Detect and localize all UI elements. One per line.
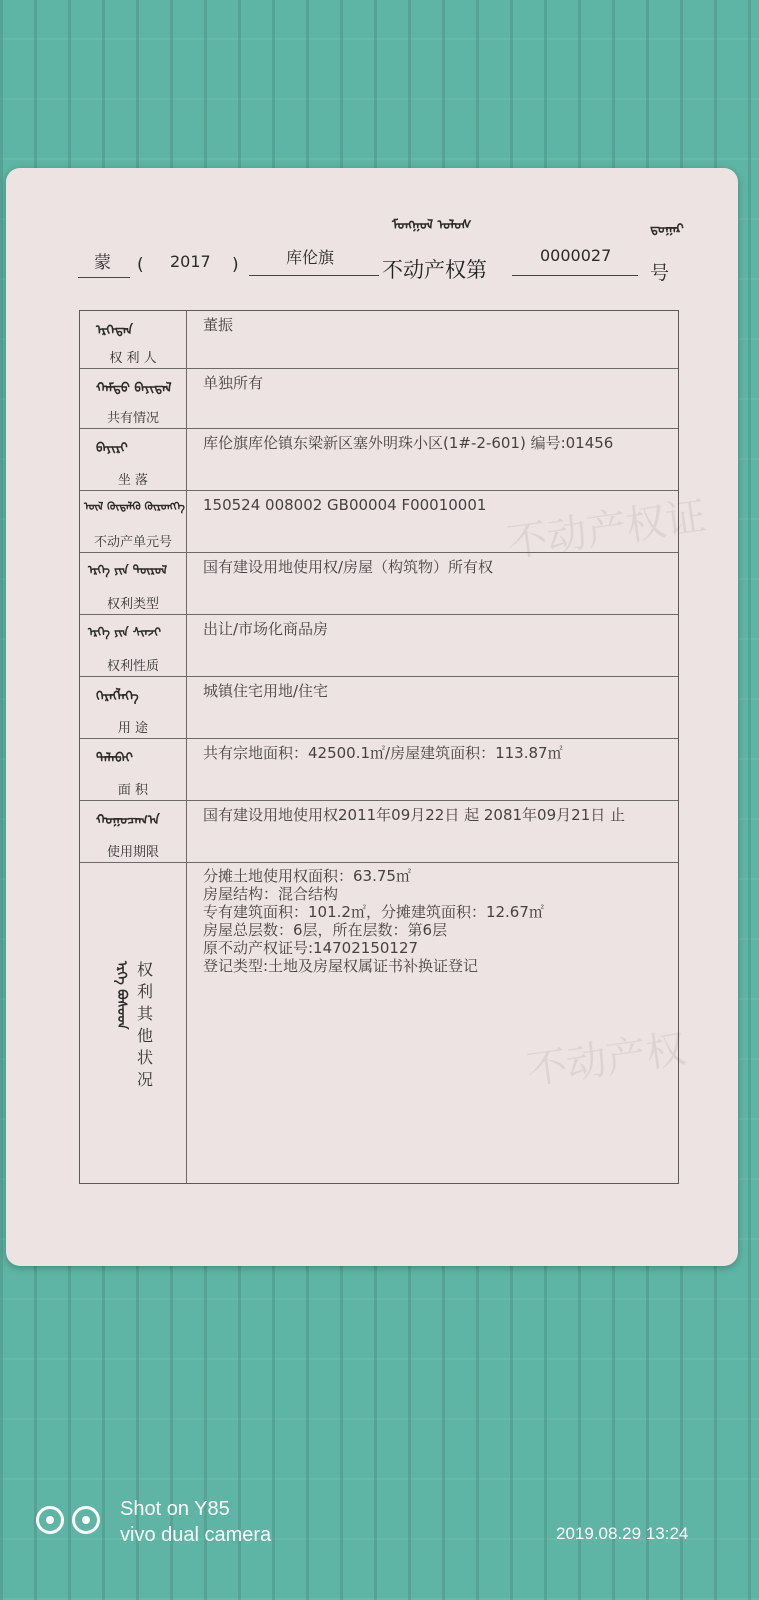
table-row — [80, 801, 678, 863]
other-status-lines — [203, 867, 668, 975]
county-name: 库伦旗 — [286, 248, 335, 267]
table-row — [80, 429, 678, 491]
row-label: 面 积 — [117, 783, 149, 798]
row-label-cell — [80, 369, 187, 428]
watermark-text-a: 不动产权证 — [504, 493, 709, 567]
row-label: 坐 落 — [117, 473, 149, 488]
cert-number-underline — [512, 275, 638, 276]
shot-on-label: Shot on Y85 — [120, 1498, 230, 1520]
row-label-cell — [80, 491, 187, 552]
camera-logo-dot-icon — [36, 1506, 64, 1534]
other-line: 房屋结构：混合结构 — [203, 885, 339, 903]
table-row-other — [80, 863, 678, 1183]
row-value: 国有建设用地使用权2011年09月22日 起 2081年09月21日 止 — [203, 806, 626, 824]
row-value: 共有宗地面积：42500.1㎡/房屋建筑面积：113.87㎡ — [203, 744, 563, 762]
header-mongolian-text: ᠮᠣᠩᠭᠤᠯ ᠤᠯᠤᠰ — [392, 218, 472, 233]
row-value: 出让/市场化商品房 — [203, 620, 329, 638]
row-label-cell — [80, 311, 187, 368]
row-label: 权利性质 — [106, 659, 159, 674]
other-line: 登记类型:土地及房屋权属证书补换证登记 — [203, 957, 479, 975]
table-row — [80, 491, 678, 553]
mongolian-label: ᠡᠷᠬᠡ ᠶᠢᠨ ᠲᠥᠷᠥᠯ — [88, 563, 168, 577]
other-line: 专有建筑面积：101.2㎡，分摊建筑面积：12.67㎡ — [203, 903, 544, 921]
row-label-cell — [80, 739, 187, 800]
other-line: 原不动产权证号:14702150127 — [203, 939, 419, 957]
row-value: 国有建设用地使用权/房屋（构筑物）所有权 — [203, 558, 494, 576]
county-underline — [249, 275, 379, 276]
table-row — [80, 553, 678, 615]
row-label-cell — [80, 677, 187, 738]
row-value: 城镇住宅用地/住宅 — [203, 682, 329, 700]
region-label: 蒙 — [94, 253, 111, 273]
row-value: 150524 008002 GB00004 F00010001 — [203, 496, 487, 514]
row-label: 不动产单元号 — [93, 535, 172, 550]
camera-logo-dot-icon — [72, 1506, 100, 1534]
row-label: 权 利 人 — [109, 351, 157, 366]
table-row — [80, 369, 678, 429]
camera-logo-icon — [36, 1506, 100, 1539]
mongolian-label: ᠡᠷᠬᠡᠲᠡᠨ — [96, 323, 133, 338]
mongolian-label: ᠡᠷᠬᠡ ᠶᠢᠨ ᠱᠢᠨᠵᠢ — [88, 625, 162, 639]
mongolian-label: ᠦᠯ ᠬᠥᠳᠡᠯᠬᠦ ᠬᠥᠷᠥᠩᠭᠡ — [84, 500, 185, 513]
row-label: 权利类型 — [106, 597, 159, 612]
row-label: 使用期限 — [106, 845, 159, 860]
row-label-cell — [80, 863, 187, 1183]
other-line: 房屋总层数：6层，所在层数：第6层 — [203, 921, 448, 939]
watermark-text-b: 不动产权 — [524, 1026, 689, 1094]
mongolian-label: ᠲᠠᠯᠠᠪᠠᠢ — [96, 751, 133, 766]
mongolian-label: ᠬᠡᠷᠡᠭᠯᠡᠭᠡ — [96, 689, 139, 704]
year-value: 2017 — [170, 252, 211, 271]
row-value: 库伦旗库伦镇东梁新区塞外明珠小区(1#-2-601) 编号:01456 — [203, 434, 614, 452]
mongolian-label: ᠬᠠᠮᠲᠤ ᠪᠠᠶᠢᠳᠠᠯ — [96, 381, 172, 396]
cert-title: 不动产权第 — [382, 258, 487, 282]
row-label-cell — [80, 615, 187, 676]
table-row — [80, 311, 678, 369]
row-label: 权利其他状况 — [137, 960, 154, 1089]
other-line: 分摊土地使用权面积：63.75㎡ — [203, 867, 411, 885]
table-row — [80, 739, 678, 801]
cert-number: 0000027 — [540, 246, 612, 265]
row-value: 董振 — [203, 316, 234, 334]
row-value: 单独所有 — [203, 374, 264, 392]
certificate-table — [79, 310, 679, 1184]
paren-close: ) — [232, 255, 239, 275]
hao-char: 号 — [650, 262, 670, 284]
paren-open: ( — [137, 255, 144, 275]
mongolian-label: ᠡᠷᠬᠡ ᠪᠤᠰᠤᠳ — [114, 961, 129, 1030]
row-label-cell — [80, 429, 187, 490]
row-label-cell — [80, 801, 187, 862]
row-label-cell — [80, 553, 187, 614]
mongolian-label: ᠪᠠᠶᠢᠷᠢ — [96, 441, 128, 456]
timestamp: 2019.08.29 13:24 — [556, 1524, 689, 1543]
camera-label: vivo dual camera — [120, 1524, 272, 1546]
header-mongolian-hao: ᠳ᠋ᠤᠭᠠᠷ — [650, 222, 684, 237]
table-row — [80, 677, 678, 739]
region-underline — [78, 277, 130, 278]
table-row — [80, 615, 678, 677]
mongolian-label: ᠬᠤᠭᠤᠴᠠᠭ᠎ᠠ — [96, 813, 160, 828]
row-label: 共有情况 — [106, 411, 159, 426]
row-label: 用 途 — [117, 721, 149, 736]
